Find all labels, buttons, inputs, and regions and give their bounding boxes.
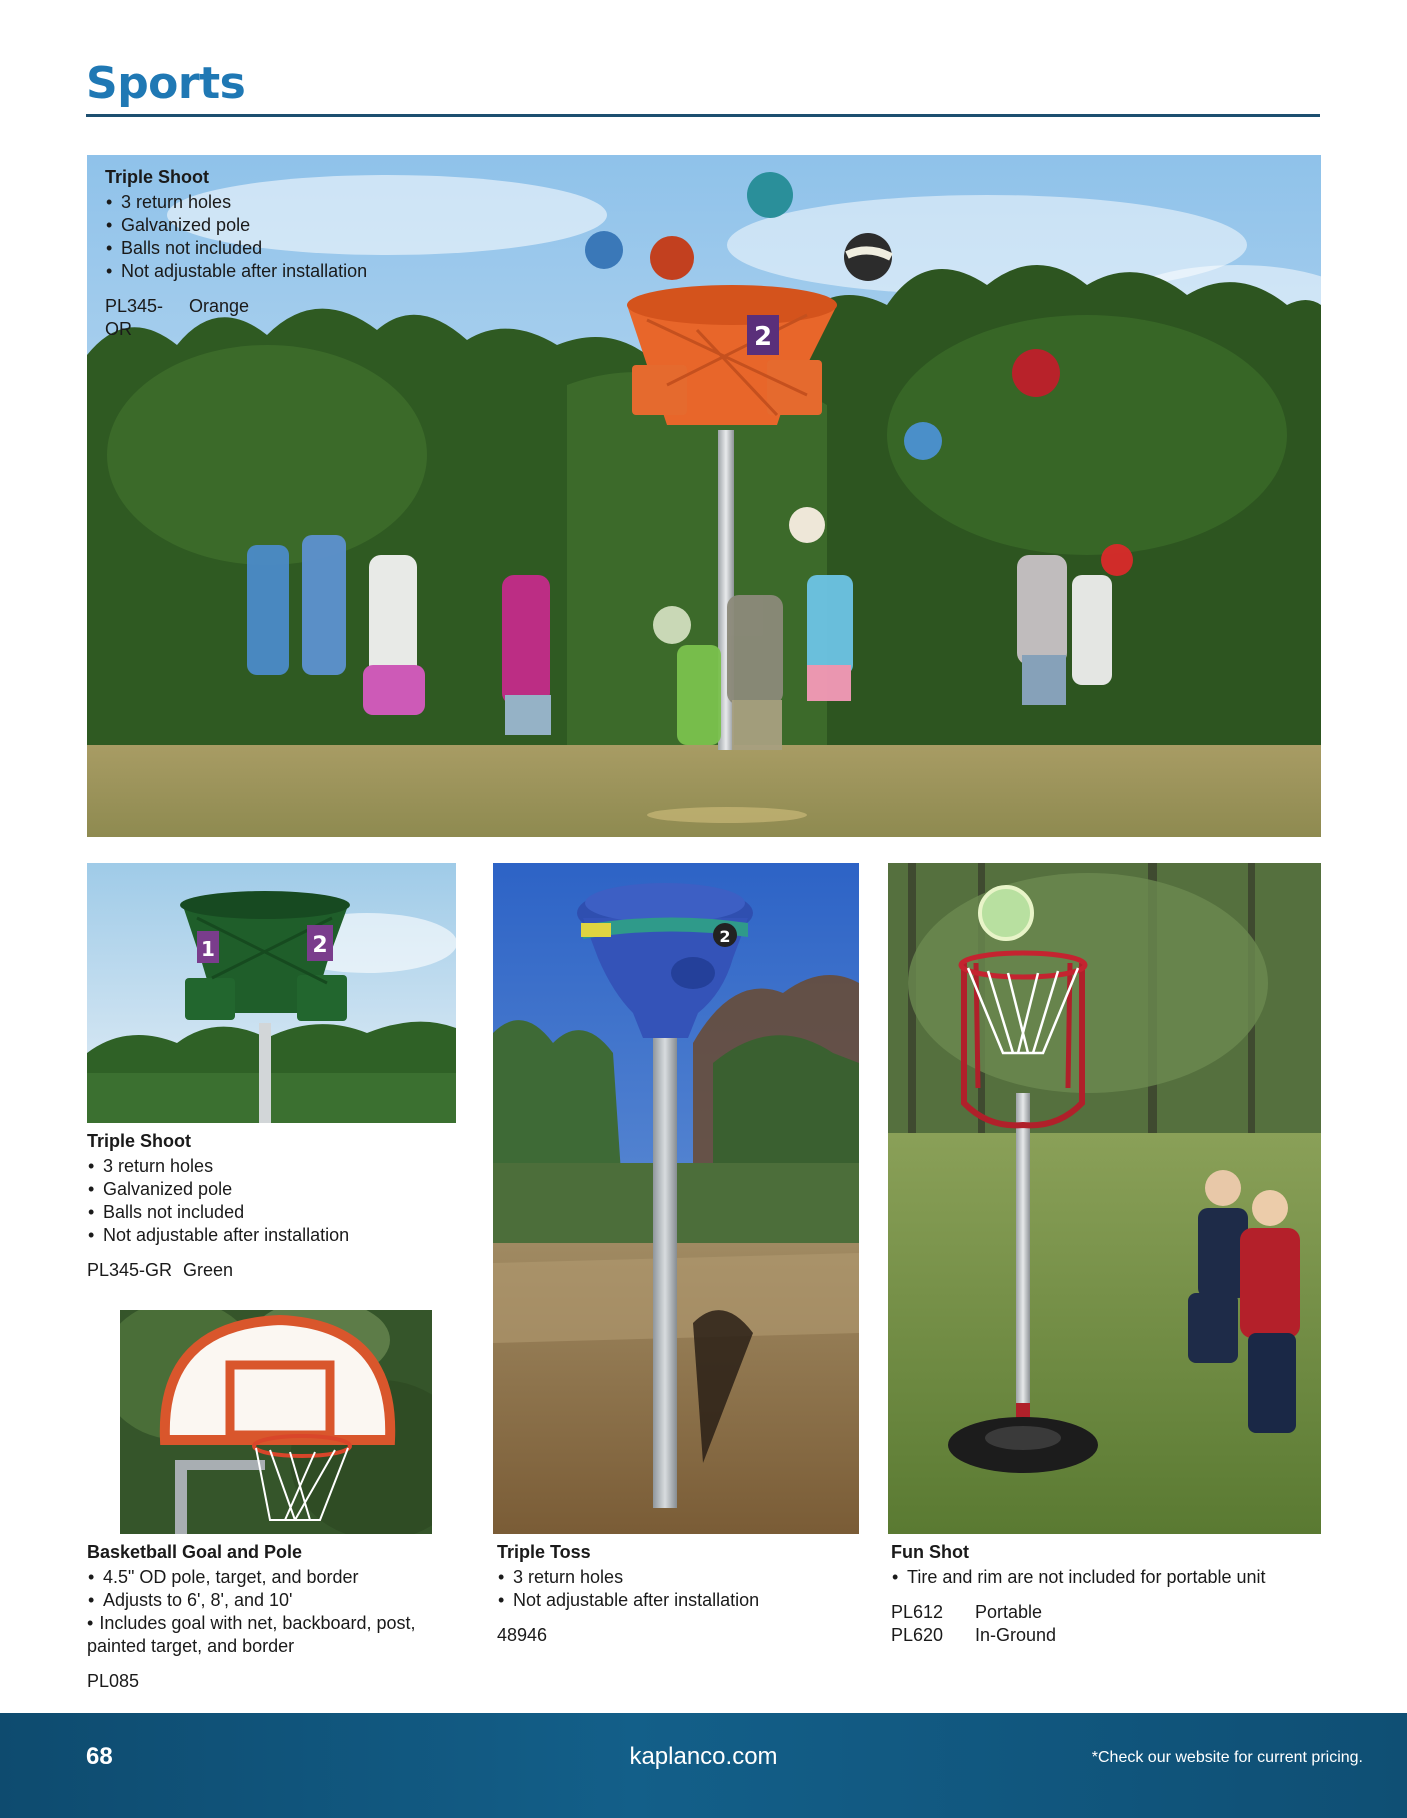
pricing-note: *Check our website for current pricing.: [1091, 1749, 1363, 1766]
sku-code: PL620: [891, 1625, 944, 1645]
hero-caption: [105, 166, 465, 341]
product-name: Fun Shot: [891, 1542, 969, 1562]
feature-item: • Adjusts to 6', 8', and 10': [87, 1589, 457, 1612]
product-name: Triple Shoot: [87, 1131, 192, 1151]
sku-code: PL345-OR: [105, 296, 164, 339]
sku-row: [105, 295, 465, 341]
green-hoop-number-2: 2: [312, 933, 328, 958]
sku-row: [497, 1624, 857, 1647]
title-rule: [86, 114, 1320, 117]
feature-item: • Tire and rim are not included for portable unit: [891, 1566, 1321, 1589]
feature-list: [891, 1566, 1321, 1589]
sku-row: [891, 1601, 1321, 1624]
feature-list: [105, 191, 465, 283]
website-link[interactable]: kaplanco.com: [629, 1743, 778, 1770]
product-name: Basketball Goal and Pole: [87, 1542, 303, 1562]
sku-list: [891, 1601, 1321, 1647]
sku-list: [105, 295, 465, 341]
feature-item: • Not adjustable after installation: [87, 1224, 456, 1247]
photo-fun-shot: [888, 863, 1321, 1534]
sku-desc: In-Ground: [975, 1625, 1057, 1645]
sku-code: PL612: [891, 1602, 944, 1622]
photo-triple-toss: [493, 863, 859, 1534]
feature-item: • Includes goal with net, backboard, post, painted target, and border: [87, 1612, 457, 1658]
feature-list: [87, 1155, 456, 1247]
basketball-caption: [87, 1541, 457, 1693]
photo-basketball-goal: [120, 1310, 432, 1534]
feature-item: • Galvanized pole: [87, 1178, 456, 1201]
sku-code: PL345-GR: [87, 1260, 173, 1280]
sku-row: [891, 1624, 1321, 1647]
sku-list: [497, 1624, 857, 1647]
triple-toss-caption: [497, 1541, 857, 1647]
feature-list-wrapped: [87, 1612, 457, 1658]
product-name: Triple Toss: [497, 1542, 591, 1562]
feature-item: • Balls not included: [87, 1201, 456, 1224]
toss-hoop-number: 2: [719, 927, 731, 946]
feature-item: • 3 return holes: [105, 191, 465, 214]
sku-desc: Green: [183, 1260, 234, 1280]
feature-item: • Balls not included: [105, 237, 465, 260]
feature-list: [87, 1566, 457, 1612]
footer-bar: [0, 1713, 1407, 1818]
sku-row: [87, 1259, 456, 1282]
green-hoop-number-1: 1: [201, 937, 215, 961]
green-shoot-caption: [87, 1130, 456, 1282]
feature-item: • Not adjustable after installation: [497, 1589, 857, 1612]
photo-triple-shoot-green: [87, 863, 456, 1123]
feature-item: • 3 return holes: [497, 1566, 857, 1589]
sku-desc: Orange: [189, 296, 250, 316]
sku-code: 48946: [497, 1625, 548, 1645]
feature-list: [497, 1566, 857, 1612]
page-number: 68: [86, 1743, 113, 1770]
hero-hoop-number: 2: [753, 322, 773, 352]
sku-code: PL085: [87, 1671, 140, 1691]
feature-item: • 4.5" OD pole, target, and border: [87, 1566, 457, 1589]
product-name: Triple Shoot: [105, 167, 210, 187]
section-title: Sports: [86, 58, 246, 109]
sku-row: [87, 1670, 457, 1693]
sku-list: [87, 1670, 457, 1693]
feature-item: • 3 return holes: [87, 1155, 456, 1178]
feature-item: • Not adjustable after installation: [105, 260, 465, 283]
sku-desc: Portable: [975, 1602, 1043, 1622]
feature-item: • Galvanized pole: [105, 214, 465, 237]
fun-shot-caption: [891, 1541, 1321, 1647]
sku-list: [87, 1259, 456, 1282]
